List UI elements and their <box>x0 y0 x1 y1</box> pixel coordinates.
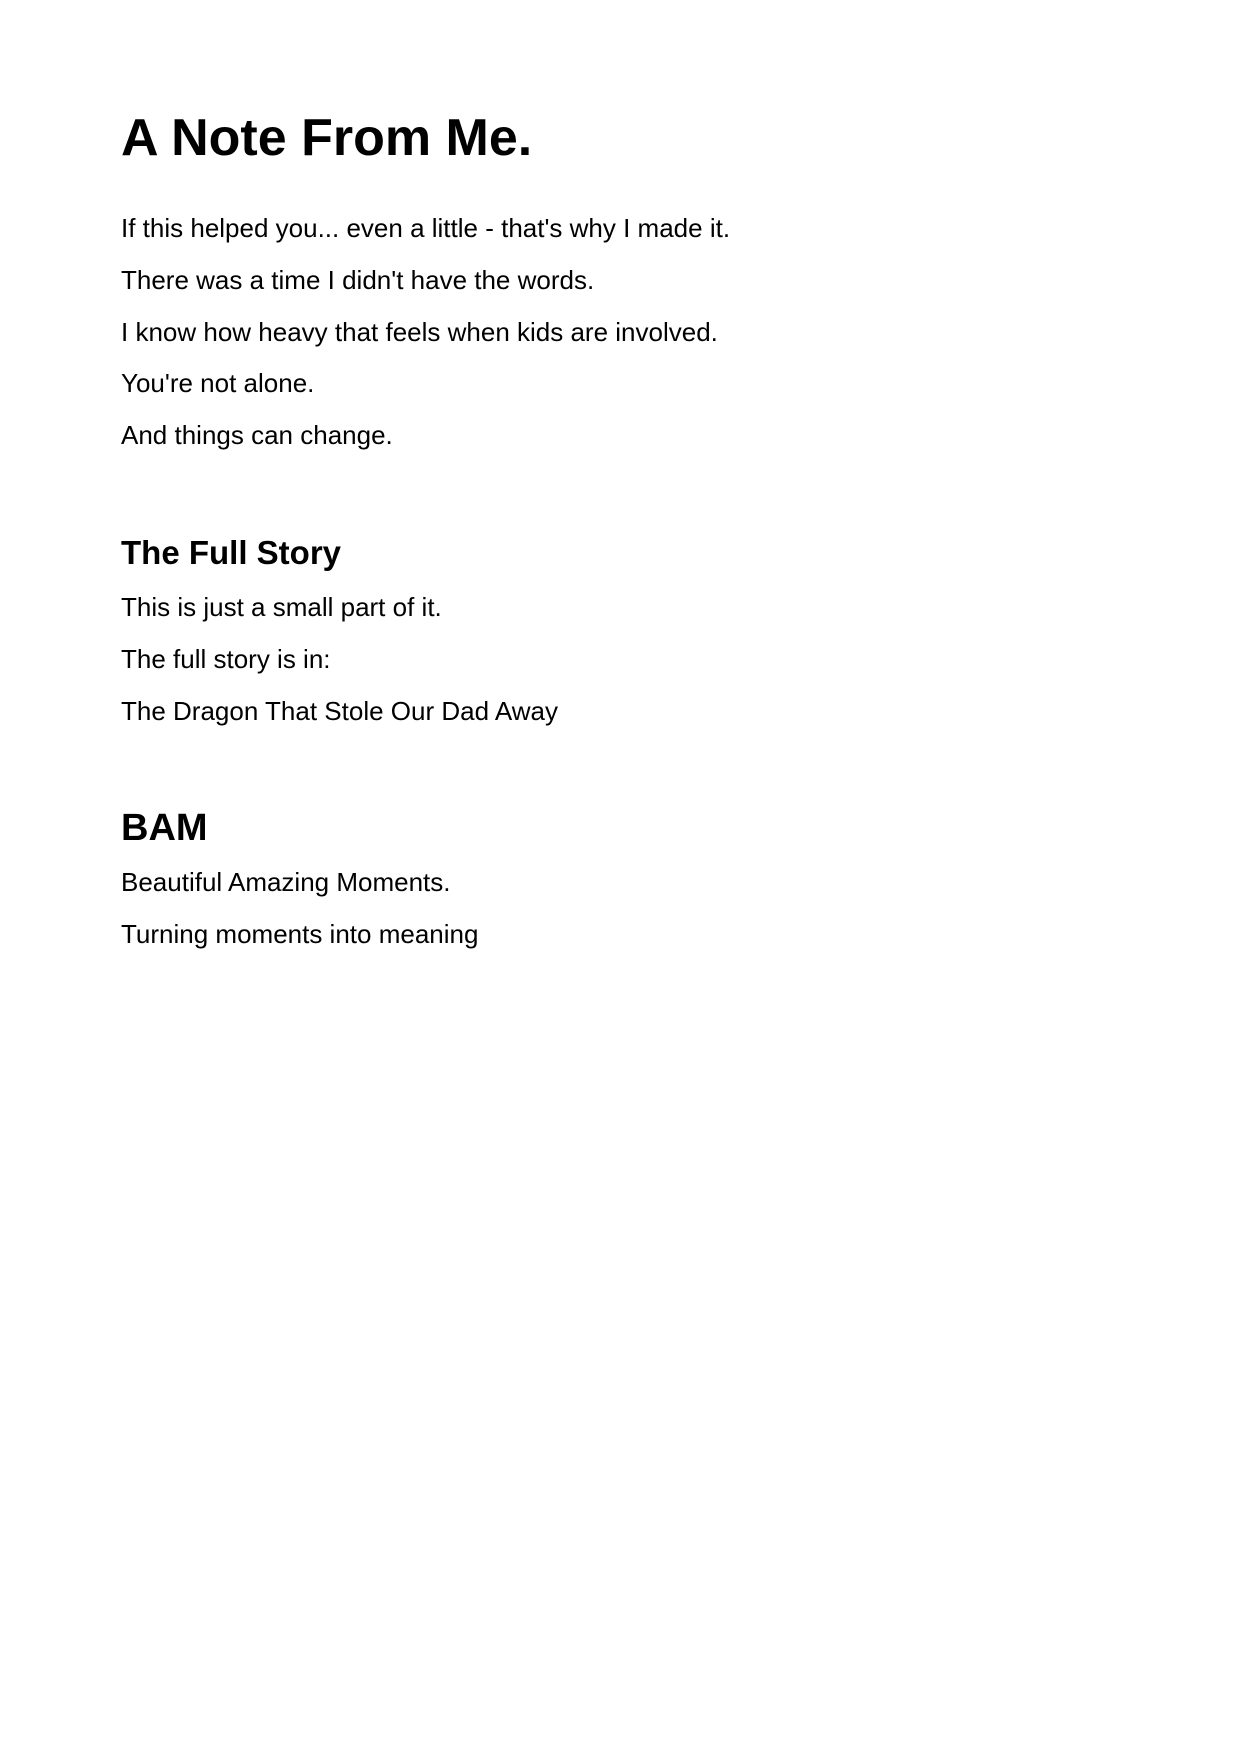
page-title: A Note From Me. <box>121 109 533 167</box>
bam-line-2: Turning moments into meaning <box>121 919 479 949</box>
note-line-2: There was a time I didn't have the words. <box>121 265 595 295</box>
bam-heading: BAM <box>121 807 208 849</box>
note-line-5: And things can change. <box>121 420 393 450</box>
full-story-line-2: The full story is in: <box>121 644 331 674</box>
full-story-line-1: This is just a small part of it. <box>121 592 442 622</box>
note-line-4: You're not alone. <box>121 368 315 398</box>
bam-line-1: Beautiful Amazing Moments. <box>121 867 451 897</box>
full-story-heading: The Full Story <box>121 534 342 571</box>
note-line-1: If this helped you... even a little - that's why I made it. <box>121 213 731 243</box>
book-title: The Dragon That Stole Our Dad Away <box>121 696 558 726</box>
note-line-3: I know how heavy that feels when kids are involved. <box>121 317 718 347</box>
